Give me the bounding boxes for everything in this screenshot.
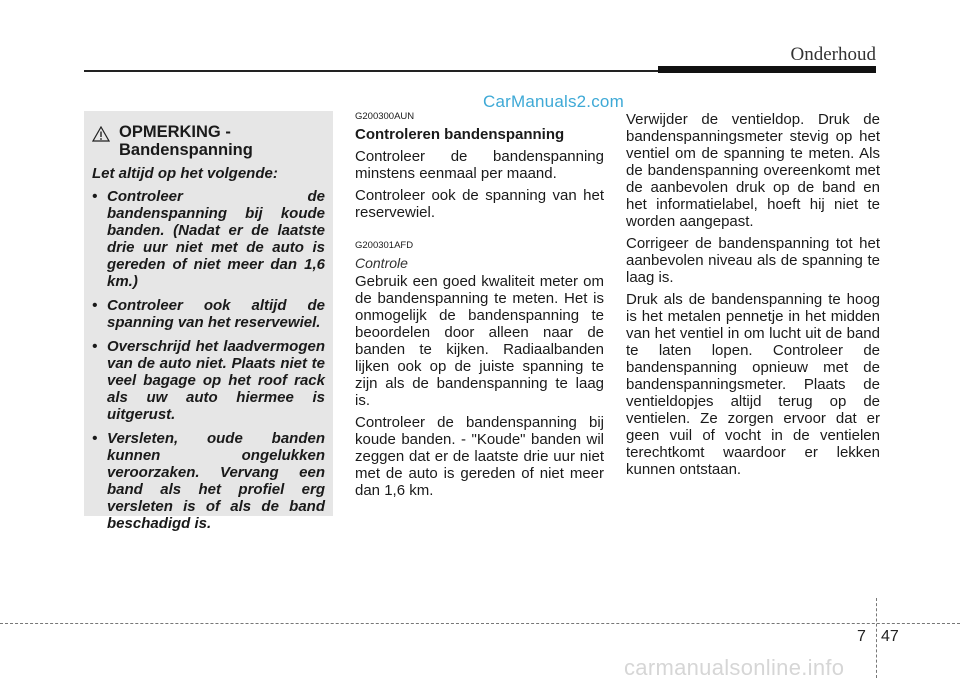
note-title-line1: OPMERKING - (119, 123, 231, 141)
subsection-heading: Controle (355, 255, 408, 271)
note-box (84, 111, 333, 532)
note-item: • Controleer ook altijd de spanning van het reservewiel. (92, 297, 325, 331)
note-item: • Controleer de bandenspanning bij koude banden. (Nadat er de laatste drie uur niet met de auto is gereden of niet meer dan 1,6 km.) (92, 188, 325, 290)
header-rule-thick (658, 66, 876, 73)
paragraph: Druk als de bandenspanning te hoog is het metalen pennetje in het midden van het ventiel in om lucht uit de band te laten lopen. Controleer de bandenspanning opnieuw met de bandenspanningsmeter. Plaats de ventieldopjes altijd terug op de ventielen. Ze zorgen ervoor dat er geen vuil of vocht in de ventielen terechtkomt waardoor er lekken kunnen ontstaan. (626, 291, 880, 478)
paragraph: Controleer de bandenspanning minstens eenmaal per maand. (355, 148, 604, 182)
chapter-number: 7 (857, 628, 866, 645)
paragraph: Verwijder de ventieldop. Druk de bandenspanningsmeter stevig op het ventiel om de spanning te meten. Als de bandenspanning overeenkomt met de aanbevolen druk op de band en het informatielabel, hoeft hij niet te worden aangepast. (626, 111, 880, 230)
footer-rule (0, 623, 960, 624)
paragraph: Gebruik een goed kwaliteit meter om de bandenspanning te meten. Het is onmogelijk de bandenspanning te beoordelen door alleen naar de banden te kijken. Radiaalbanden lijken ook op de juiste spanning te zijn als de bandenspanning te laag is. (355, 273, 604, 409)
note-title-line2: Bandenspanning (119, 141, 253, 159)
note-item: • Versleten, oude banden kunnen ongelukken veroorzaken. Vervang een band als het profiel erg versleten is of als de band beschadigd is. (92, 430, 325, 532)
page-number: 47 (881, 628, 899, 645)
note-item: • Overschrijd het laadvermogen van de auto niet. Plaats niet te veel bagage op het roof rack als uw auto hiermee is uitgerust. (92, 338, 325, 423)
section-title: Onderhoud (790, 44, 876, 65)
watermark-top: CarManuals2.com (483, 92, 624, 111)
note-list (92, 188, 325, 532)
section-code: G200301AFD (355, 240, 414, 251)
warning-triangle-icon (92, 126, 110, 142)
note-intro: Let altijd op het volgende: (92, 165, 278, 182)
header-rule-thin (84, 70, 660, 72)
paragraph: Corrigeer de bandenspanning tot het aanbevolen niveau als de spanning te laag is. (626, 235, 880, 286)
section-code: G200300AUN (355, 111, 415, 122)
right-column (626, 111, 880, 483)
footer-divider (876, 598, 877, 678)
section-heading: Controleren bandenspanning (355, 126, 565, 143)
middle-column (355, 111, 604, 504)
watermark-bottom: carmanualsonline.info (624, 655, 845, 680)
note-title (119, 123, 253, 159)
note-header (92, 123, 325, 159)
paragraph: Controleer ook de spanning van het reservewiel. (355, 187, 604, 221)
paragraph: Controleer de bandenspanning bij koude banden. - "Koude" banden wil zeggen dat er de laatste drie uur niet met de auto is gereden of niet meer dan 1,6 km. (355, 414, 604, 499)
